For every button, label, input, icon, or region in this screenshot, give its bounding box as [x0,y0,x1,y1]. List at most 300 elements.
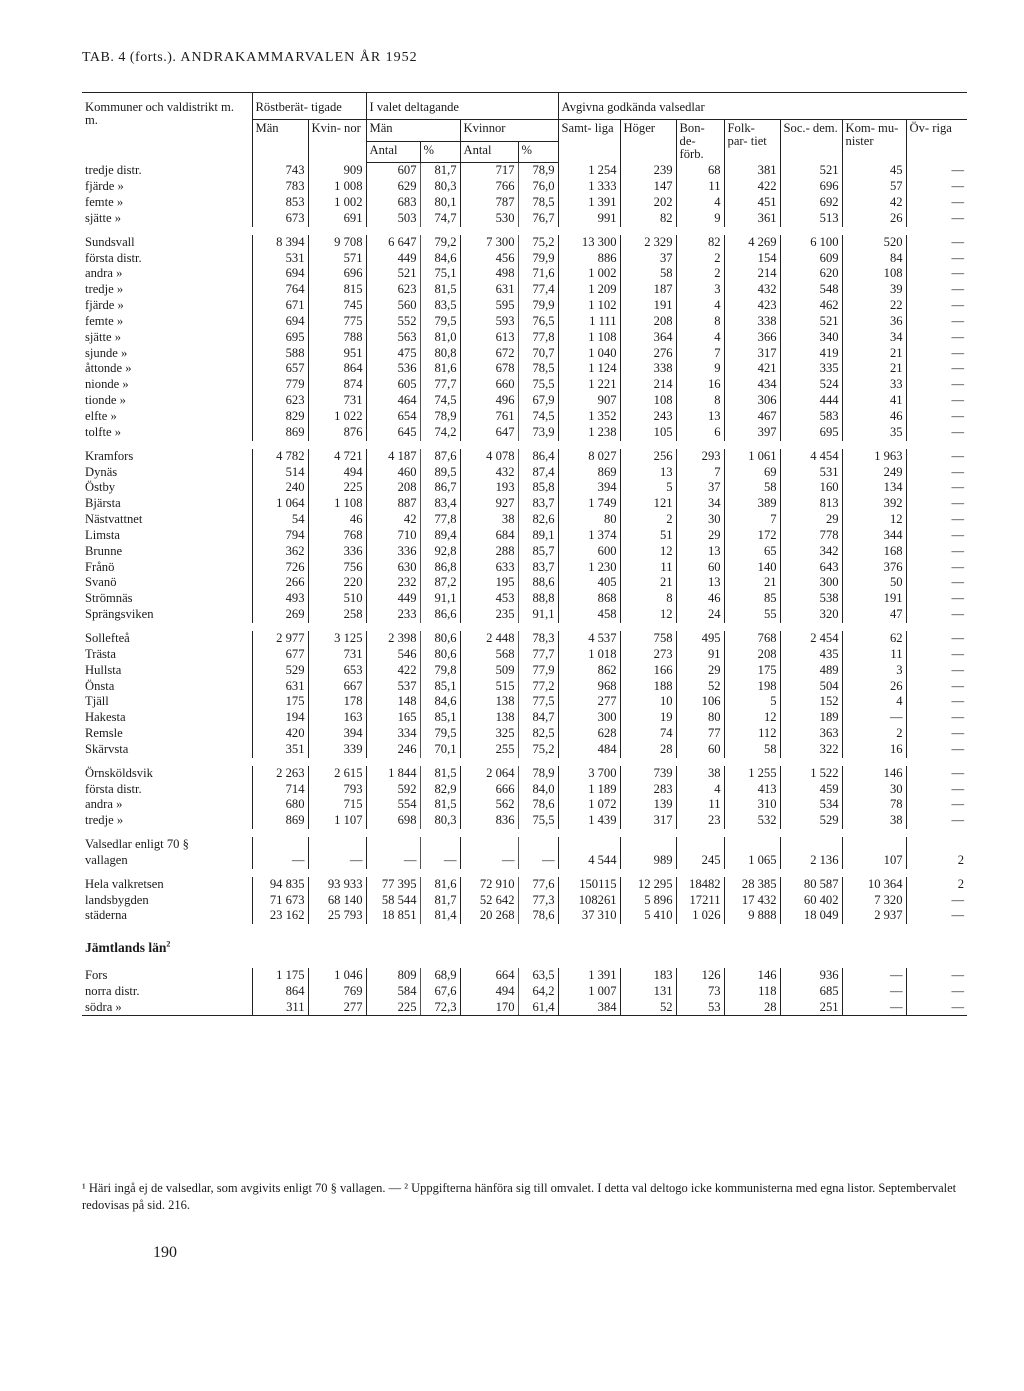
cell-value: 17211 [676,893,724,909]
cell-value: 731 [308,647,366,663]
cell-value: 489 [780,663,842,679]
cell-value: 1 522 [780,766,842,782]
cell-value: — [842,710,906,726]
cell-value: 2 [676,266,724,282]
cell-value: 320 [780,607,842,623]
cell-value: 8 027 [558,449,620,465]
header-row-1 [82,93,967,120]
cell-value: 449 [366,591,420,607]
page-number: 190 [153,1244,177,1261]
title-main: ANDRAKAMMARVALEN ÅR 1952 [180,50,418,65]
cell-value: 79,5 [420,726,460,742]
cell-value: 26 [842,211,906,227]
election-table [82,92,967,1016]
cell-value: 11 [842,647,906,663]
cell-value: 112 [724,726,780,742]
cell-value: 77,8 [420,512,460,528]
header-pct: % [420,141,460,163]
cell-value: 146 [842,766,906,782]
cell-value: 1 026 [676,908,724,924]
district-name: Frånö [85,559,115,574]
cell-value: 68 [676,163,724,179]
cell-value: 9 [676,211,724,227]
cell-value: 29 [780,512,842,528]
table-row [82,480,967,496]
cell-value: 809 [366,968,420,984]
district-name: första distr. [85,250,142,265]
cell-value: 38 [460,512,518,528]
cell-value: 77,2 [518,679,558,695]
cell-value: 5 896 [620,893,676,909]
cell-value: 33 [842,377,906,393]
cell-value: — [906,251,967,267]
table-row [82,853,967,869]
cell-value [308,837,366,853]
cell-value: 80 [558,512,620,528]
header-pct2: % [518,141,558,163]
cell-value: 336 [366,544,420,560]
cell-value: 195 [460,575,518,591]
cell-value: 8 394 [252,235,308,251]
cell-value [518,837,558,853]
cell-value: 909 [308,163,366,179]
district-name: fjärde » [85,179,124,194]
cell-value: 1 124 [558,361,620,377]
cell-value: 887 [366,496,420,512]
cell-value: 81,5 [420,282,460,298]
cell-value: 9 888 [724,908,780,924]
cell-value: — [906,908,967,924]
cell-value: 405 [558,575,620,591]
cell-value: 530 [460,211,518,227]
cell-value: 529 [252,663,308,679]
cell-value: 75,5 [518,813,558,829]
cell-value: 628 [558,726,620,742]
spacer-cell [82,227,967,235]
cell-value: 458 [558,607,620,623]
cell-value: 381 [724,163,780,179]
cell-value: 1 018 [558,647,620,663]
spacer-row [82,869,967,877]
cell-value: 1 209 [558,282,620,298]
cell-value: 3 [676,282,724,298]
district-name: Remsle [85,726,123,741]
cell-value: 419 [780,346,842,362]
cell-value: 654 [366,409,420,425]
cell-value: 29 [676,528,724,544]
cell-value: 394 [558,480,620,496]
district-name: Strömnäs [85,591,133,606]
cell-value: 82 [676,235,724,251]
cell-value: 462 [780,298,842,314]
cell-value: 83,5 [420,298,460,314]
cell-value: 714 [252,782,308,798]
cell-value: — [906,496,967,512]
cell-value: 9 [676,361,724,377]
table-row [82,211,967,227]
cell-value: 78 [842,797,906,813]
cell-value: — [842,1000,906,1016]
district-name: sjätte » [85,210,122,225]
cell-value: 2 136 [780,853,842,869]
cell-value: 77,8 [518,330,558,346]
cell-value: 89,1 [518,528,558,544]
cell-value: 91 [676,647,724,663]
cell-value: 80,8 [420,346,460,362]
cell-value: 1 108 [558,330,620,346]
cell-value [780,837,842,853]
cell-value: 362 [252,544,308,560]
table-row [82,560,967,576]
cell-value: 79,5 [420,314,460,330]
cell-value: 907 [558,393,620,409]
cell-value: — [906,377,967,393]
cell-value [842,837,906,853]
table-row [82,837,967,853]
cell-value: 108 [842,266,906,282]
cell-value: 376 [842,560,906,576]
cell-value: 766 [460,179,518,195]
cell-value: 509 [460,663,518,679]
cell-value: 38 [842,813,906,829]
cell-value: 86,6 [420,607,460,623]
cell-value: 787 [460,195,518,211]
cell-value: 623 [252,393,308,409]
cell-value: 394 [308,726,366,742]
cell-value: — [906,266,967,282]
cell-value: 4 078 [460,449,518,465]
cell-value: 435 [780,647,842,663]
cell-value [724,837,780,853]
cell-value: 467 [724,409,780,425]
cell-value: 868 [558,591,620,607]
cell-value: 89,5 [420,465,460,481]
cell-value: 73 [676,984,724,1000]
cell-value: 605 [366,377,420,393]
cell-value: 673 [252,211,308,227]
cell-value: 2 398 [366,631,420,647]
cell-value: 537 [366,679,420,695]
cell-value: 277 [558,694,620,710]
cell-value: 1 391 [558,195,620,211]
cell-value: 26 [842,679,906,695]
cell-value: 2 448 [460,631,518,647]
cell-value: 532 [724,813,780,829]
cell-value: 1 102 [558,298,620,314]
district-name: tionde » [85,393,126,408]
cell-value: 4 721 [308,449,366,465]
cell-value: 3 700 [558,766,620,782]
cell-value: 78,9 [518,163,558,179]
cell-value: 12 295 [620,877,676,893]
cell-value: 317 [620,813,676,829]
cell-value: 47 [842,607,906,623]
cell-value: 653 [308,663,366,679]
district-name: elfte » [85,409,117,423]
cell-value: 18 049 [780,908,842,924]
cell-value: 1 175 [252,968,308,984]
cell-value: 671 [252,298,308,314]
cell-value: 75,2 [518,235,558,251]
cell-value: 82,9 [420,782,460,798]
cell-value: — [906,726,967,742]
cell-value: 93 933 [308,877,366,893]
table-row [82,266,967,282]
district-name: femte » [85,313,124,328]
cell-value: 5 [724,694,780,710]
header-valet-deltagande: I valet deltagande [366,93,558,120]
cell-value: 77 395 [366,877,420,893]
cell-value: 366 [724,330,780,346]
spacer-row [82,441,967,449]
header-kvinnor2: Kvinnor [460,119,558,141]
cell-value: 269 [252,607,308,623]
cell-value: — [906,766,967,782]
cell-value: 52 [676,679,724,695]
cell-value: 239 [620,163,676,179]
cell-value: 198 [724,679,780,695]
cell-value: 717 [460,163,518,179]
cell-value: 7 300 [460,235,518,251]
cell-value: 12 [620,607,676,623]
cell-value: 692 [780,195,842,211]
cell-value: 87,4 [518,465,558,481]
spacer-cell [82,758,967,766]
cell-value: 11 [676,179,724,195]
table-row [82,631,967,647]
cell-value: 21 [842,346,906,362]
cell-value: 423 [724,298,780,314]
cell-value: 225 [308,480,366,496]
cell-value: 46 [308,512,366,528]
cell-value: 351 [252,742,308,758]
cell-value: 397 [724,425,780,441]
cell-value: 60 [676,560,724,576]
cell-value: 775 [308,314,366,330]
cell-value: 85 [724,591,780,607]
cell-value: 1 189 [558,782,620,798]
cell-value: 72 910 [460,877,518,893]
cell-value: 7 [724,512,780,528]
cell-value: 1 007 [558,984,620,1000]
cell-value: 432 [724,282,780,298]
cell-value: 28 385 [724,877,780,893]
cell-value: 138 [460,694,518,710]
cell-value: 667 [308,679,366,695]
cell-value: 4 782 [252,449,308,465]
cell-value: 869 [558,465,620,481]
cell-value: 78,3 [518,631,558,647]
cell-value: 1 008 [308,179,366,195]
cell-value: — [906,694,967,710]
cell-value: 869 [252,813,308,829]
cell-value: — [906,893,967,909]
cell-value: 34 [842,330,906,346]
cell-value: 277 [308,1000,366,1016]
cell-value: 62 [842,631,906,647]
district-name: Fors [85,967,108,982]
cell-value: 12 [620,544,676,560]
cell-value: 361 [724,211,780,227]
cell-value: 1 046 [308,968,366,984]
cell-value: — [906,346,967,362]
cell-value: 936 [780,968,842,984]
cell-value: 758 [620,631,676,647]
cell-value: 19 [620,710,676,726]
cell-value: 853 [252,195,308,211]
cell-value: 163 [308,710,366,726]
cell-value: 208 [366,480,420,496]
spacer-row [82,758,967,766]
cell-value: 623 [366,282,420,298]
district-name: södra » [82,1000,252,1016]
cell-value: 1 230 [558,560,620,576]
cell-value: 75,1 [420,266,460,282]
cell-value: 392 [842,496,906,512]
table-row [82,679,967,695]
cell-value: 951 [308,346,366,362]
cell-value: 2 [620,512,676,528]
cell-value: 864 [308,361,366,377]
cell-value: 86,7 [420,480,460,496]
cell-value: 194 [252,710,308,726]
cell-value: 16 [842,742,906,758]
cell-value: — [906,742,967,758]
table-title [82,50,418,66]
table-row [82,710,967,726]
cell-value: 81,5 [420,766,460,782]
district-name: Önsta [85,678,115,693]
cell-value: 510 [308,591,366,607]
cell-value: 6 100 [780,235,842,251]
cell-value: — [906,797,967,813]
district-name: Skärvsta [85,741,129,756]
cell-value: 77,9 [518,663,558,679]
cell-value: 74,5 [518,409,558,425]
cell-value: 2 454 [780,631,842,647]
cell-value: 421 [724,361,780,377]
cell-value: — [906,314,967,330]
cell-value: 1 072 [558,797,620,813]
cell-value: 657 [252,361,308,377]
cell-value: 191 [620,298,676,314]
table-row [82,235,967,251]
cell-value: 989 [620,853,676,869]
cell-value: 571 [308,251,366,267]
cell-value: 42 [842,195,906,211]
cell-value: 413 [724,782,780,798]
cell-value: 761 [460,409,518,425]
cell-value: 160 [780,480,842,496]
cell-value: 677 [252,647,308,663]
district-name: Hakesta [85,710,126,725]
header-avgivna: Avgivna godkända valsedlar [558,93,967,120]
header-ovriga: Öv- riga [906,119,967,163]
cell-value: 1 022 [308,409,366,425]
cell-value: 1 107 [308,813,366,829]
cell-value: 80,3 [420,813,460,829]
cell-value: 225 [366,1000,420,1016]
header-samtliga: Samt- liga [558,119,620,163]
cell-value: 78,9 [420,409,460,425]
cell-value: 78,5 [518,361,558,377]
cell-value: 45 [842,163,906,179]
cell-value: 1 374 [558,528,620,544]
cell-value: 166 [620,663,676,679]
cell-value: 81,6 [420,877,460,893]
cell-value: 731 [308,393,366,409]
cell-value: 1 064 [252,496,308,512]
cell-value: 694 [252,314,308,330]
district-name: tolfte » [85,424,122,439]
cell-value: 25 793 [308,908,366,924]
cell-value: 3 [842,663,906,679]
cell-value: — [906,679,967,695]
cell-value: 4 [676,298,724,314]
cell-value: 79,2 [420,235,460,251]
cell-value: 29 [676,663,724,679]
cell-value: 684 [460,528,518,544]
cell-value: 68 140 [308,893,366,909]
cell-value: 258 [308,607,366,623]
district-name: åttonde » [85,361,132,376]
cell-value: — [308,853,366,869]
cell-value: 1 111 [558,314,620,330]
cell-value: 420 [252,726,308,742]
spacer-row [82,227,967,235]
header-antal2: Antal [460,141,518,163]
cell-value: 63,5 [518,968,558,984]
cell-value: 232 [366,575,420,591]
table-row [82,282,967,298]
cell-value: — [906,710,967,726]
cell-value: — [906,330,967,346]
cell-value: 84,6 [420,694,460,710]
cell-value: — [906,647,967,663]
cell-value: 91,1 [518,607,558,623]
cell-value: 84,0 [518,782,558,798]
table-row [82,908,967,924]
cell-value: 504 [780,679,842,695]
cell-value: 434 [724,377,780,393]
table-row [82,726,967,742]
section-heading [82,924,967,968]
cell-value: 4 [676,330,724,346]
cell-value: 310 [724,797,780,813]
cell-value: 78,9 [518,766,558,782]
cell-value: 484 [558,742,620,758]
cell-value [620,837,676,853]
cell-value: 562 [460,797,518,813]
cell-value: 6 647 [366,235,420,251]
district-name: städerna [85,908,127,923]
cell-value: 46 [842,409,906,425]
cell-value: 12 [842,512,906,528]
cell-value: 183 [620,968,676,984]
cell-value: 554 [366,797,420,813]
spacer-cell [82,441,967,449]
cell-value: — [518,853,558,869]
cell-value: 453 [460,591,518,607]
cell-value: 20 268 [460,908,518,924]
cell-value: 672 [460,346,518,362]
district-name: tredje » [85,813,124,828]
cell-value: 60 [676,742,724,758]
cell-value: 1 002 [308,195,366,211]
cell-value: 336 [308,544,366,560]
cell-value: 876 [308,425,366,441]
cell-value: 139 [620,797,676,813]
